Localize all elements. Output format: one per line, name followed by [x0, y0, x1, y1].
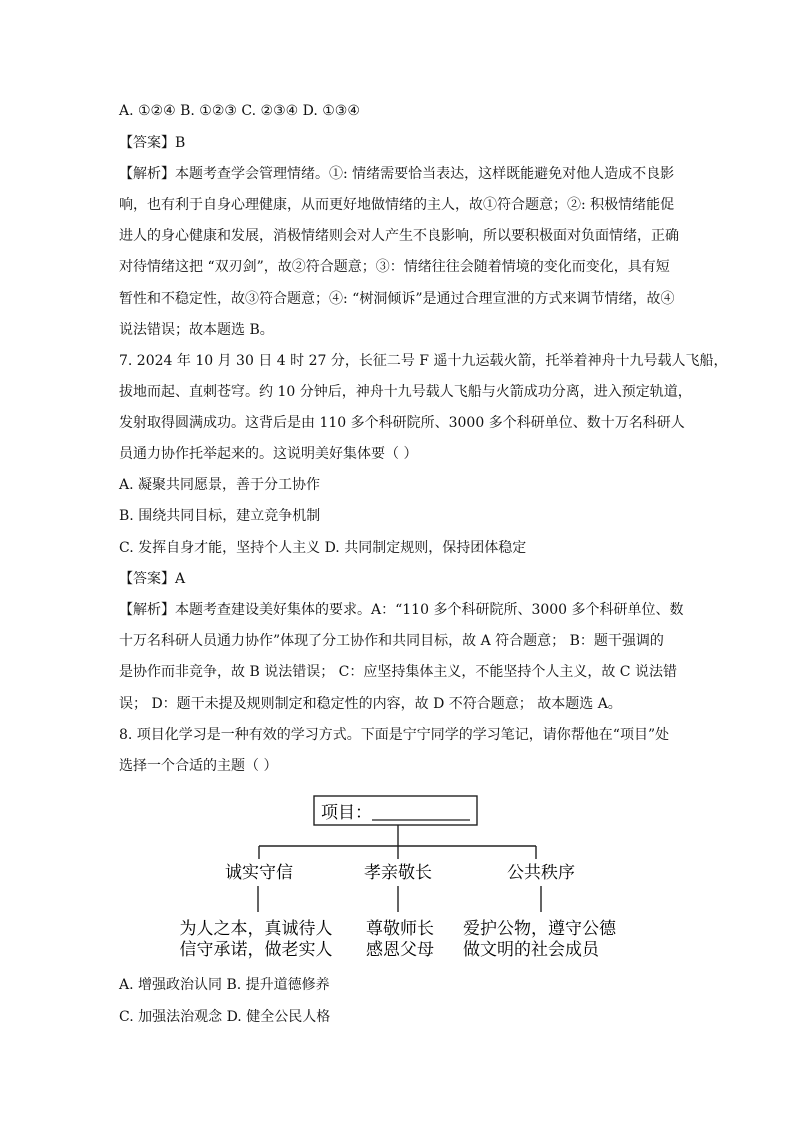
q8-option-ab: A. 增强政治认同 B. 提升道德修养	[119, 977, 330, 993]
q7-stem-line: 员通力协作托举起来的。这说明美好集体要（ ）	[119, 446, 418, 462]
q7-option-b: B. 围绕共同目标，建立竞争机制	[119, 508, 321, 524]
branch-desc: 爱护公物，遵守公德	[463, 919, 616, 939]
q6-analysis-line: 进人的身心健康和发展，消极情绪则会对人产生不良影响，所以要积极面对负面情绪，正确	[119, 228, 679, 244]
q7-option-a: A. 凝聚共同愿景，善于分工协作	[119, 477, 321, 493]
q7-stem-line: 7. 2024 年 10 月 30 日 4 时 27 分，长征二号 F 遥十九运载火箭，托举着神舟十九号载人飞船，	[119, 353, 728, 369]
q6-answer: 【答案】B	[119, 135, 186, 151]
branch-title: 公共秩序	[507, 863, 575, 883]
q6-analysis-line: 【解析】本题考查学会管理情绪。①: 情绪需要恰当表达，这样既能避免对他人造成不良影	[119, 166, 675, 182]
q6-options: A. ①②④ B. ①②③ C. ②③④ D. ①③④	[119, 103, 360, 119]
q8-stem-line: 选择一个合适的主题（ ）	[119, 758, 278, 774]
project-root-label: 项目：	[321, 803, 372, 823]
q7-analysis-line: 误； D：题干未提及规则制定和稳定性的内容，故 D 不符合题意； 故本题选 A。	[119, 696, 622, 712]
q7-stem-line: 发射取得圆满成功。这背后是由 110 多个科研院所、3000 多个科研单位、数十万名科研人	[119, 415, 685, 431]
branch-desc: 为人之本，真诚待人	[179, 919, 333, 939]
q7-answer: 【答案】A	[119, 571, 186, 587]
q7-option-cd: C. 发挥自身才能，坚持个人主义 D. 共同制定规则，保持团体稳定	[119, 540, 527, 556]
q7-analysis-line: 十万名科研人员通力协作”体现了分工协作和共同目标，故 A 符合题意； B：题干强调的	[119, 633, 664, 649]
branch-title: 孝亲敬长	[364, 863, 432, 883]
branch-desc: 尊敬师长	[366, 919, 434, 939]
q6-analysis-line: 暂性和不稳定性，故③符合题意；④: “树洞倾诉”是通过合理宣泄的方式来调节情绪，故④	[119, 291, 675, 307]
branch-title: 诚实守信	[225, 863, 293, 883]
q8-option-cd: C. 加强法治观念 D. 健全公民人格	[119, 1009, 331, 1025]
branch-desc: 做文明的社会成员	[463, 940, 599, 960]
q6-analysis-line: 说法错误；故本题选 B。	[119, 322, 274, 338]
q7-analysis-line: 是协作而非竞争，故 B 说法错误； C：应坚持集体主义，不能坚持个人主义，故 C 说法错	[119, 664, 677, 680]
q6-analysis-line: 对待情绪这把 “双刃剑”，故②符合题意；③：情绪往往会随着情境的变化而变化，具有短	[119, 259, 670, 275]
branch-desc: 信守承诺，做老实人	[179, 940, 333, 960]
q8-stem-line: 8. 项目化学习是一种有效的学习方式。下面是宁宁同学的学习笔记，请你帮他在“项目”处	[119, 727, 670, 743]
q7-stem-line: 拔地而起、直刺苍穹。约 10 分钟后，神舟十九号载人飞船与火箭成功分离，进入预定轨道，	[119, 384, 692, 400]
q7-analysis-line: 【解析】本题考查建设美好集体的要求。A：“110 多个科研院所、3000 多个科研单位、数	[119, 602, 684, 618]
q6-analysis-line: 响，也有利于自身心理健康，从而更好地做情绪的主人，故①符合题意；②: 积极情绪能促	[119, 197, 675, 213]
branch-desc: 感恩父母	[366, 940, 434, 960]
